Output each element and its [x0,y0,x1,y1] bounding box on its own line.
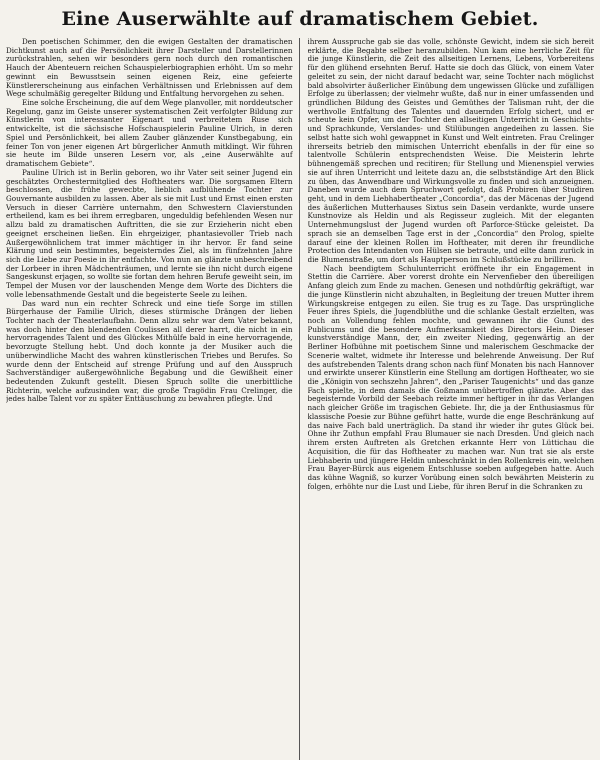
article-columns [6,38,594,760]
paragraph: Eine solche Erscheinung, die auf dem Wege planvoller, mit norddeutscher Regelung, ganz im Geiste unserer systematischen Zeit verfolgter Bildung zur Künstlerin von interessanter Eigenart und verbreitetem Ruse sich entwickelte, ist die sächsische Hofschauspielerin Pauline Ulrich, in deren Spiel und Persönlichkeit, bei allem Zauber glänzender Kunstbegabung, ein feiner Ton von jener eigenen Art bürgerlicher Anmuth mitklingt. Wir führen sie heute im Bilde unseren Lesern vor, als „eine Auserwählte auf dramatischem Gebiete“. [6,98,293,169]
article-title: Eine Auserwählte auf dramatischem Gebiet. [61,8,539,30]
paragraph: Pauline Ulrich ist in Berlin geboren, wo ihr Vater seit seiner Jugend ein geschätztes Orchestermitglied des Hoftheaters war. Die sorgsamen Eltern beschlossen, die frühe gewecbte, lieblich aufblühende Tochter zur Gouvernante ausbilden zu lassen. Aber als sie mit Lust und Ernst einen ersten Versuch in dieser Carrière unternahm, den Schwestern Clavierstunden ertheilend, kam es bei ihrem erregbaren, ungeduldig befehlenden Wesen nur allzu bald zu dramatischen Auftritten, die sie zur Erzieherin nicht eben geeignet erscheinen ließen. Ein ehrgeiziger, phantasievoller Trieb nach Außergewöhnlichem trat immer mächtiger in ihr hervor. Er fand seine Klärung und sein bestimmtes, begeisterndes Ziel, als im fünfzehnten Jahre sich die Liebe zur Poesie in ihr entfachte. Von nun an glänzte unbeschreibend der Lorbeer in ihren Mädchenträumen, und lernte sie ihn nicht durch eigene Sangeskunst erjagen, so wollte sie fortan dem hehren Berufe geweiht sein, im Tempel der Musen vor der lauschenden Menge dem Worte des Dichters die volle lebensathmende Gestalt und die begeisterte Seele zu leihen. [6,167,293,299]
left-column [6,38,300,760]
paragraph: Nach beendigtem Schulunterricht eröffnete ihr ein Engagement in Stettin die Carrière. Aber vorerst drohte ein Nervenfieber den übereiligen Anfang gleich zum Ende zu machen. Genesen und nothdürftig gekräftigt, war die junge Künstlerin nicht abzuhalten, in Begleitung der treuen Mutter ihrem Wirkungskreise entgegen zu eilen. Sie trug es zu Tage. Das ursprüngliche Feuer ihres Spiels, die Jugendblüthe und die schlanke Gestalt erzielten, was noch an Vollendung fehlen mochte, und gewannen ihr die Gunst des Publicums und die besondere Aufmerksamkeit des Directors Hein. Dieser kunstverständige Mann, der, ein zweiter Nieding, gegenwärtig an der Berliner Hofbühne mit poetischem Sinne und malerischem Geschmacke der Scenerie waltet, widmete ihr Interesse und belehrende Anweisung. Der Ruf des aufstrebenden Talents drang schon nach fünf Monaten bis nach Hannover und erwirkte unserer Künstlerin eine Stellung am dortigen Hoftheater, wo sie die „Königin von sechszehn Jahren“, den „Pariser Taugenichts“ und das ganze Fach spielte, in dem damals die Goßmann unübertroffen glänzte. Aber das begeisternde Vorbild der Seebach reizte immer heftiger in ihr das Verlangen nach gleicher Größe im tragischen Gebiete. Ihr, die ja der Enthusiasmus für klassische Poesie zur Bühne geführt hatte, wurde die enge Beschränkung auf das naive Fach bald unerträglich. Da stand ihr wieder ihr gutes Glück bei. Ohne ihr Zuthun empfahl Frau Blumauer sie nach Dresden. Und gleich nach ihrem ersten Auftreten als Gretchen erkannte Herr von Lüttichau die Acquisition, die für das Hoftheater zu machen war. Nun trat sie als erste Liebhaberin und jüngere Heldin unbeschränkt in den Rollenkreis ein, welchen Frau Bayer-Bürck aus eigenem Entschlusse soeben aufgegeben hatte. Auch das kühne Wagniß, so kurzer Vorübung einen solch bewährten Meisterin zu folgen, erhöhte nur die Lust und Liebe, für ihren Beruf in die Schranken zu [307,263,594,491]
right-column [308,38,595,760]
paragraph: Den poetischen Schimmer, den die ewigen Gestalten der dramatischen Dichtkunst auch auf die Persönlichkeit ihrer Darsteller und Darstellerinnen zurückstrahlen, sehen wir besonders gern noch durch den romantischen Hauch der Abenteuern reichen Schauspielerbiographien erhöht. Um so mehr gewinnt ein Bewusstsein seinen eigenen Reiz, eine gefeierte Künstlererscheinung aus einfachen Verhältnissen und Erlebnissen auf dem Wege schulmäßig geregelter Bildung und Entfaltung hervorgehen zu sehen. [6,38,293,99]
paragraph: Das ward nun ein rechter Schreck und eine tiefe Sorge im stillen Bürgerhause der Familie Ulrich, dieses stürmische Drängen der lieben Tochter nach der Theaterlaufbahn. Denn allzu sehr war dem Vater bekannt, was doch hinter den blendenden Coulissen all derer harrt, die nicht in ein hervorragendes Talent und des Glückes Mithülfe bald in eine hervorragende, bevorzugte Stellung hebt. Und doch konnte ja der Musiker auch die unüberwindliche Macht des wahren künstlerischen Triebes und Berufes. So wurde denn der Entscheid auf strenge Prüfung und auf den Ausspruch Sachverständiger außergewöhnliche Begabung und die Gewißheit einer bedeutenden Zukunft gestellt. Diesen Spruch sollte die unerbittliche Richterin, welche aufzusinden war, die große Tragödin Frau Crelinger, die jedes halbe Talent vor zu später Enttäuschung zu bewahren pflegte. Und [6,298,293,404]
paragraph: ihrem Ausspruche gab sie das volle, schönste Gewicht, indem sie sich bereit erklärte, die Begabte selber heranzubilden. Nun kam eine herrliche Zeit für die junge Künstlerin, die Zeit des allseitigen Lernens, Lebens, Vorbereitens für den glühend ersehnten Beruf. Hatte sie doch das Glück, von einem Vater geleitet zu sein, der nicht darauf bedacht war, seine Tochter nach möglichst bald absolvirter äußerlicher Einübung dem ungewissen Glücke und zufälligen Erfolge zu überlassen; der vielmehr wußte, daß nur in einer umfassenden und gründlichen Bildung des Geistes und Gemüthes der Talisman ruht, der die werthvolle Entfaltung des Talentes und dauernden Erfolg sichert, und er scheute kein Opfer, um der Tochter den allseitigen Unterricht in Geschichts- und Sprachkunde, Verslandes- und Stilübungen angedeihen zu lassen. Sie selbst hatte sich wohl gewappnet in Kunst und Welt eintreten. Frau Crelinger ihrerseits betrieb den mimischen Unterricht ebenfalls in der für eine so talentvolle Schülerin entsprechendsten Weise. Die Meisterin lehrte bühnengemäß sprechen und recitiren; für Stellung und Mienenspiel verwies sie auf ihren Unterricht und leitete dazu an, die selbstständige Art den Blick zu üben, das Anwendbare und Wirkungsvolle zu finden und sich anzueignen. Daneben wurde auch dem Spruchwort gefolgt, daß Probiren über Studiren geht, und in dem Liebhabertheater „Concordia“, das der Mäcenas der Jugend des äußerlichen Mutterhauses Sixtus sein Dasein verdankte, wurde unsere Kunstnovize als Heldin und als Regisseur zugleich. Mit der eleganten Unternehmungslust der Jugend wurden oft Parforce-Stücke geleistet. Da sprach sie an demselben Tage erst in der „Concordia“ den Prolog, spielte darauf eine der kleinen Rollen im Hoftheater, mit deren ihr freundliche Protection des Intendanten von Hülsen sie betraute, und eilte dann zurück in die Blumenstraße, um dort als Hauptperson im Schlußstücke zu brilliren. [307,38,594,264]
